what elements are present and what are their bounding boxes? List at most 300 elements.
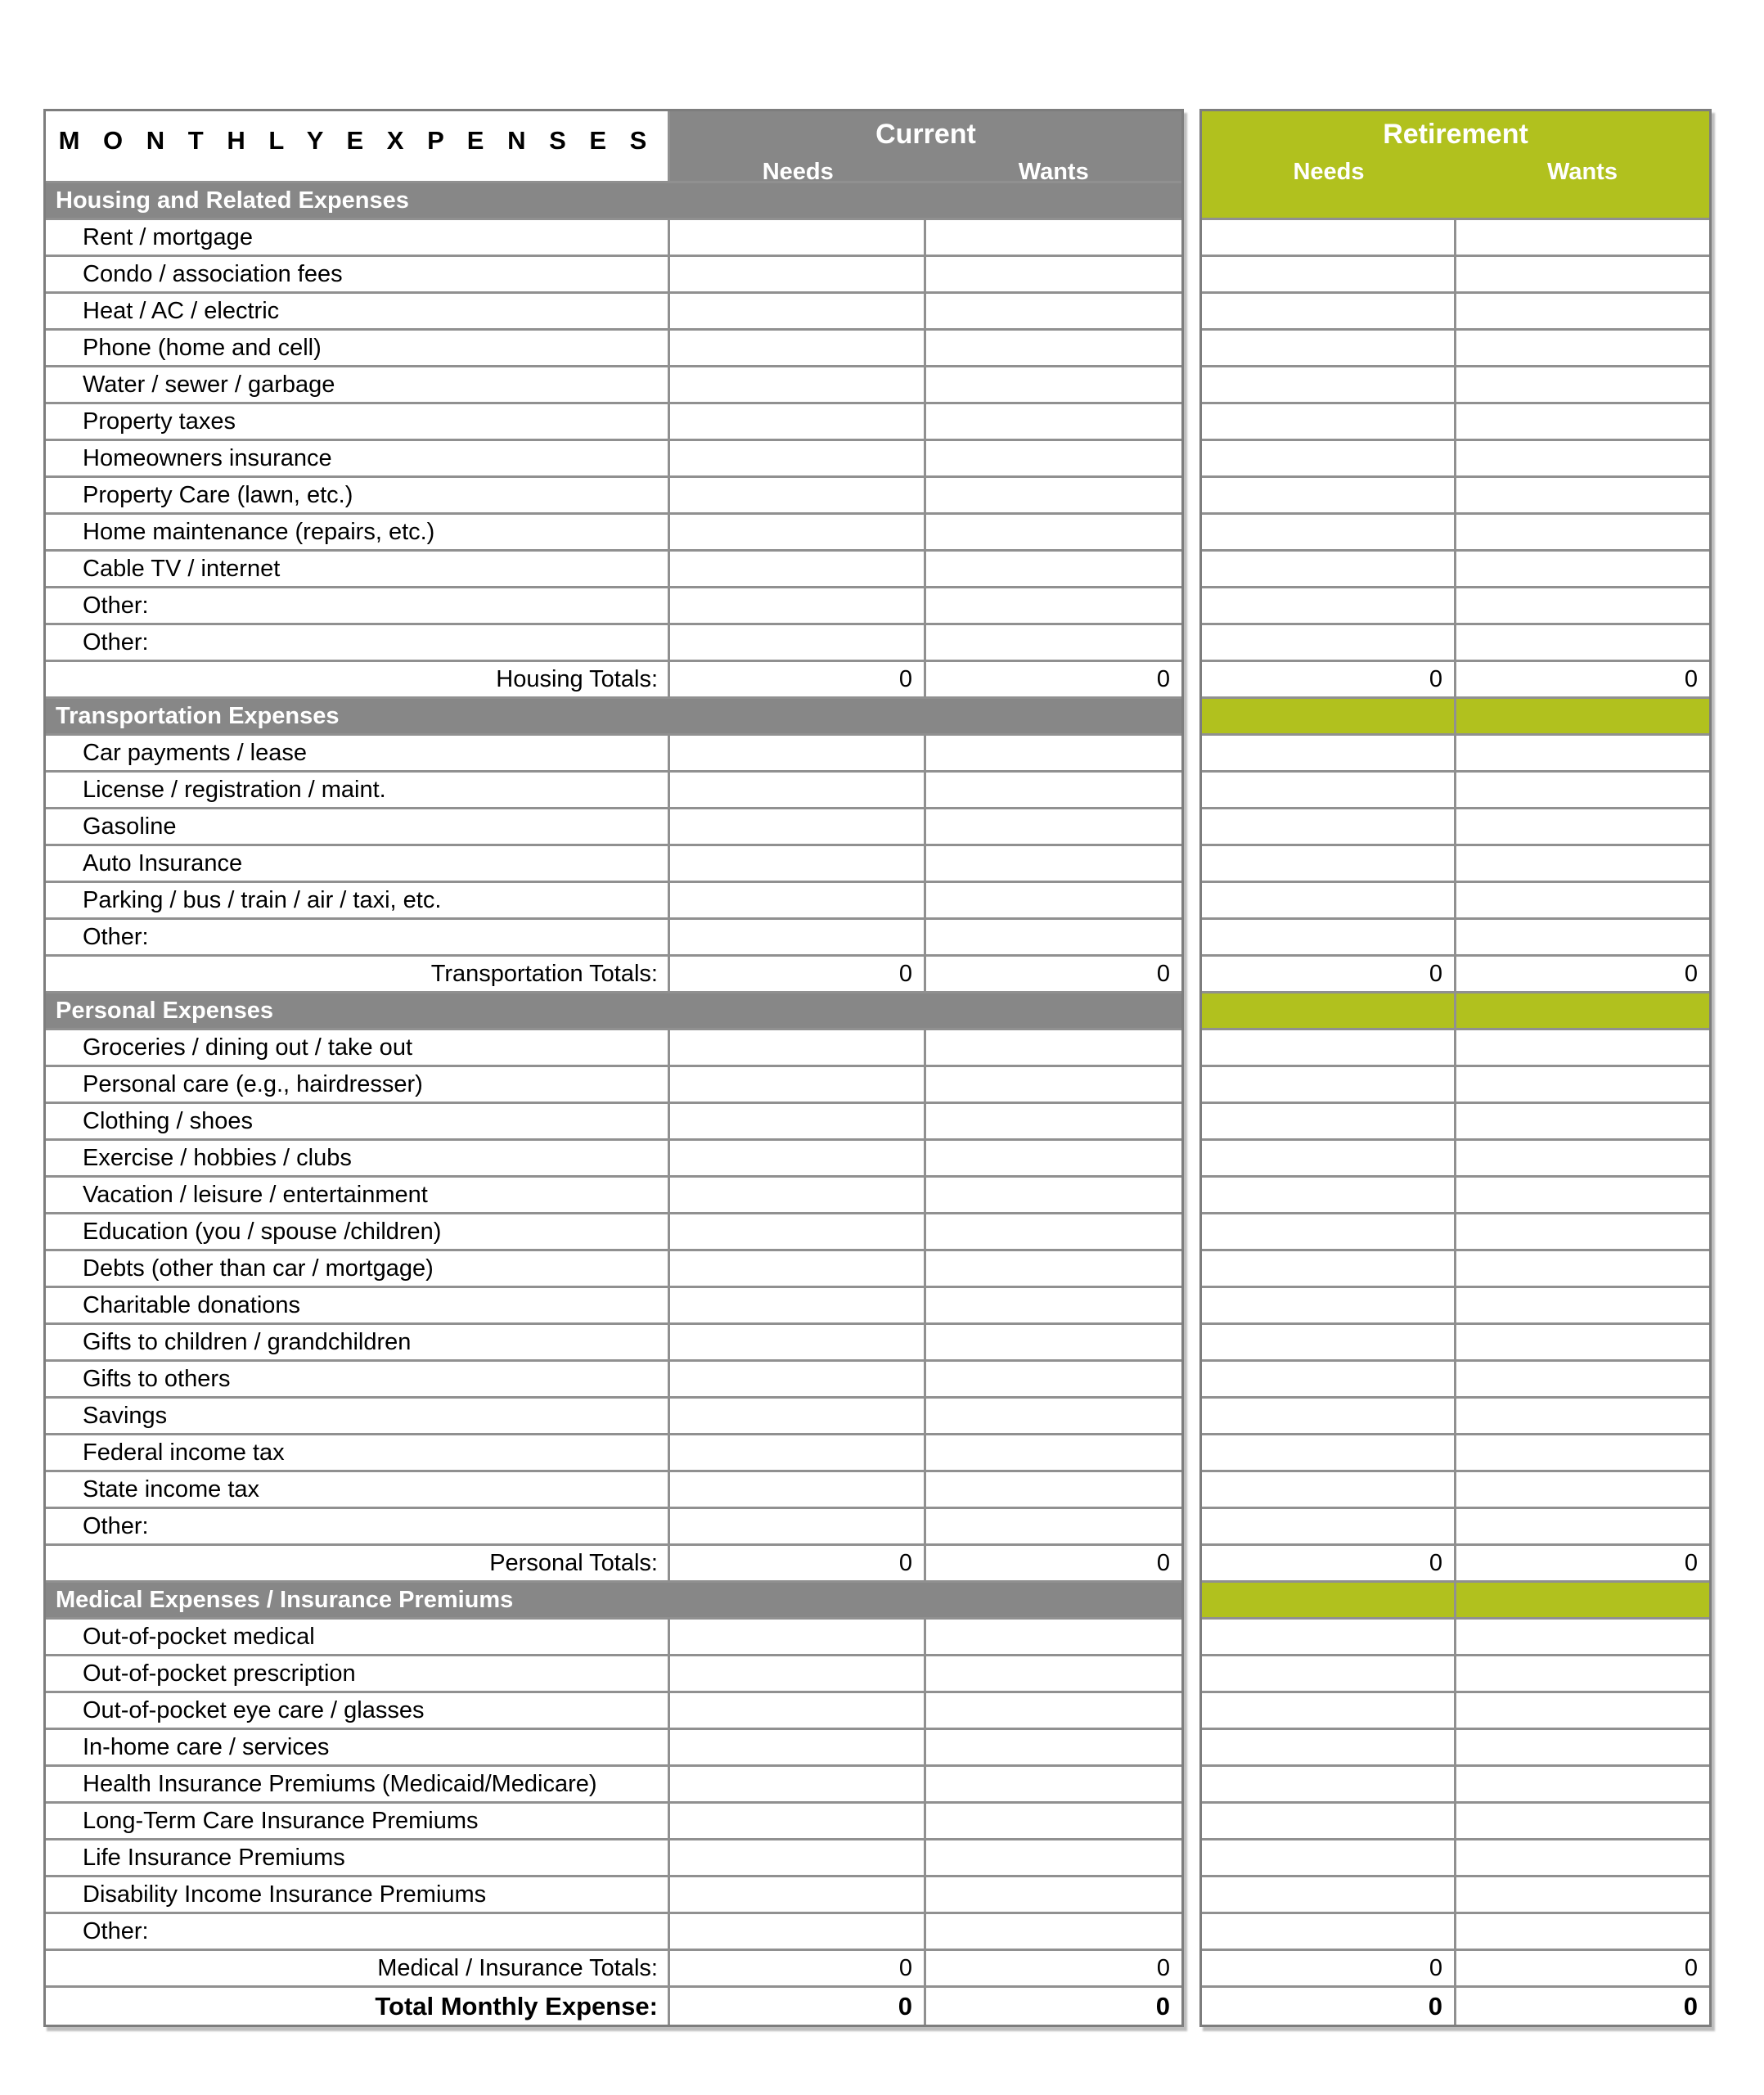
retirement-subheader-row	[1202, 159, 1709, 186]
value-cell-current-needs[interactable]	[670, 1288, 926, 1322]
value-cell-current-wants[interactable]	[926, 257, 1181, 291]
expense-label: Car payments / lease	[46, 736, 670, 770]
value-cell-retirement-needs[interactable]	[1202, 1620, 1456, 1654]
section-totals-row	[46, 1546, 1181, 1583]
value-cell-retirement-wants[interactable]	[1456, 1325, 1709, 1359]
value-cell-current-needs[interactable]	[670, 552, 926, 586]
expense-row	[46, 1472, 1181, 1509]
value-cell-retirement-needs[interactable]	[1202, 441, 1456, 475]
value-cell-retirement-wants[interactable]	[1456, 1620, 1709, 1654]
value-cell-retirement-wants[interactable]	[1456, 220, 1709, 255]
value-cell-retirement-wants[interactable]	[1456, 1030, 1709, 1065]
expense-row-retirement	[1202, 1877, 1709, 1914]
value-cell-retirement-wants[interactable]	[1456, 1656, 1709, 1691]
expense-label: Personal care (e.g., hairdresser)	[46, 1067, 670, 1102]
value-cell-current-needs[interactable]	[670, 1141, 926, 1175]
expense-row-retirement	[1202, 404, 1709, 441]
value-cell-current-wants[interactable]	[926, 1620, 1181, 1654]
value-cell-retirement-needs[interactable]	[1202, 1178, 1456, 1212]
expense-row	[46, 1730, 1181, 1767]
value-cell-current-needs[interactable]	[670, 220, 926, 255]
expense-label: Out-of-pocket medical	[46, 1620, 670, 1654]
section-totals-row-retirement	[1202, 957, 1709, 993]
expense-row-retirement	[1202, 736, 1709, 773]
value-cell-current-needs[interactable]	[670, 1840, 926, 1875]
expense-label: Gifts to children / grandchildren	[46, 1325, 670, 1359]
expense-row	[46, 220, 1181, 257]
value-cell-current-needs[interactable]	[670, 625, 926, 660]
value-cell-retirement-needs[interactable]	[1202, 809, 1456, 844]
section-total-current-needs: 0	[670, 1951, 926, 1985]
expense-row-retirement	[1202, 552, 1709, 588]
value-cell-current-wants[interactable]	[926, 1067, 1181, 1102]
grand-total-row-retirement	[1202, 1988, 1709, 2025]
value-cell-retirement-needs[interactable]	[1202, 1877, 1456, 1912]
value-cell-retirement-needs[interactable]	[1202, 625, 1456, 660]
value-cell-retirement-needs[interactable]	[1202, 404, 1456, 439]
value-cell-current-needs[interactable]	[670, 441, 926, 475]
value-cell-retirement-needs[interactable]	[1202, 257, 1456, 291]
value-cell-current-needs[interactable]	[670, 920, 926, 954]
section-header-row: Transportation Expenses	[46, 699, 1181, 736]
value-cell-current-wants[interactable]	[926, 1693, 1181, 1728]
expense-row	[46, 1030, 1181, 1067]
value-cell-current-wants[interactable]	[926, 1840, 1181, 1875]
section-total-retirement-needs: 0	[1202, 662, 1456, 696]
section-total-current-wants: 0	[926, 1951, 1181, 1985]
expense-row	[46, 1251, 1181, 1288]
expense-row-retirement	[1202, 294, 1709, 331]
expense-row-retirement	[1202, 588, 1709, 625]
value-cell-retirement-wants[interactable]	[1456, 846, 1709, 881]
retirement-section-bar-cell-needs	[1202, 699, 1456, 733]
value-cell-retirement-needs[interactable]	[1202, 1509, 1456, 1543]
current-group-label: Current	[875, 119, 976, 150]
section-total-current-wants: 0	[926, 1546, 1181, 1580]
value-cell-retirement-wants[interactable]	[1456, 883, 1709, 917]
value-cell-current-wants[interactable]	[926, 1914, 1181, 1949]
expense-row	[46, 515, 1181, 552]
value-cell-current-wants[interactable]	[926, 1399, 1181, 1433]
value-cell-current-wants[interactable]	[926, 1472, 1181, 1507]
value-cell-retirement-needs[interactable]	[1202, 773, 1456, 807]
value-cell-retirement-wants[interactable]	[1456, 625, 1709, 660]
expense-label: Other:	[46, 1509, 670, 1543]
expense-label: Disability Income Insurance Premiums	[46, 1877, 670, 1912]
value-cell-current-wants[interactable]	[926, 1178, 1181, 1212]
expense-label: Other:	[46, 588, 670, 623]
expense-label: State income tax	[46, 1472, 670, 1507]
expense-row	[46, 1840, 1181, 1877]
value-cell-retirement-needs[interactable]	[1202, 1472, 1456, 1507]
value-cell-retirement-needs[interactable]	[1202, 1362, 1456, 1396]
expense-row	[46, 478, 1181, 515]
value-cell-retirement-needs[interactable]	[1202, 331, 1456, 365]
value-cell-retirement-needs[interactable]	[1202, 1067, 1456, 1102]
section-header-row-retirement	[1202, 993, 1709, 1030]
value-cell-current-wants[interactable]	[926, 1214, 1181, 1249]
value-cell-current-wants[interactable]	[926, 294, 1181, 328]
expense-label: Charitable donations	[46, 1288, 670, 1322]
value-cell-current-needs[interactable]	[670, 1067, 926, 1102]
section-totals-row-retirement	[1202, 662, 1709, 699]
value-cell-retirement-needs[interactable]	[1202, 294, 1456, 328]
expense-row-retirement	[1202, 920, 1709, 957]
monthly-expenses-title	[46, 111, 670, 181]
value-cell-retirement-wants[interactable]	[1456, 1914, 1709, 1949]
value-cell-current-needs[interactable]	[670, 1251, 926, 1286]
retirement-wants-column-header: Wants	[1547, 159, 1618, 185]
expense-row-retirement	[1202, 1509, 1709, 1546]
expense-row	[46, 588, 1181, 625]
expense-label: Life Insurance Premiums	[46, 1840, 670, 1875]
value-cell-current-wants[interactable]	[926, 515, 1181, 549]
expense-row	[46, 1141, 1181, 1178]
value-cell-current-needs[interactable]	[670, 773, 926, 807]
value-cell-retirement-needs[interactable]	[1202, 1325, 1456, 1359]
section-totals-row	[46, 957, 1181, 993]
value-cell-retirement-needs[interactable]	[1202, 736, 1456, 770]
value-cell-current-needs[interactable]	[670, 1104, 926, 1138]
value-cell-retirement-needs[interactable]	[1202, 1656, 1456, 1691]
value-cell-retirement-needs[interactable]	[1202, 1767, 1456, 1801]
expense-row	[46, 1214, 1181, 1251]
expense-label: Vacation / leisure / entertainment	[46, 1178, 670, 1212]
current-panel	[43, 109, 1184, 2027]
value-cell-retirement-needs[interactable]	[1202, 1840, 1456, 1875]
expense-row-retirement	[1202, 1178, 1709, 1214]
expense-row-retirement	[1202, 1730, 1709, 1767]
expense-label: Health Insurance Premiums (Medicaid/Medicare)	[46, 1767, 670, 1801]
section-total-label: Personal Totals:	[46, 1546, 670, 1580]
value-cell-current-wants[interactable]	[926, 1435, 1181, 1470]
section-total-current-wants: 0	[926, 662, 1181, 696]
expense-row-retirement	[1202, 1104, 1709, 1141]
value-cell-current-needs[interactable]	[670, 367, 926, 402]
expense-row	[46, 1399, 1181, 1435]
section-total-retirement-wants: 0	[1456, 1951, 1709, 1985]
value-cell-retirement-wants[interactable]	[1456, 1509, 1709, 1543]
value-cell-current-needs[interactable]	[670, 1914, 926, 1949]
expense-row-retirement	[1202, 1620, 1709, 1656]
expense-row-retirement	[1202, 1840, 1709, 1877]
expense-row-retirement	[1202, 625, 1709, 662]
expense-row	[46, 920, 1181, 957]
expense-label: Property taxes	[46, 404, 670, 439]
expense-label: Heat / AC / electric	[46, 294, 670, 328]
value-cell-retirement-wants[interactable]	[1456, 1435, 1709, 1470]
expense-label: Homeowners insurance	[46, 441, 670, 475]
value-cell-current-needs[interactable]	[670, 1214, 926, 1249]
value-cell-retirement-wants[interactable]	[1456, 1178, 1709, 1212]
value-cell-retirement-wants[interactable]	[1456, 1067, 1709, 1102]
retirement-section-bar-cell-wants	[1456, 1583, 1709, 1617]
value-cell-retirement-wants[interactable]	[1456, 1104, 1709, 1138]
retirement-header-row	[1202, 111, 1709, 220]
expense-label: Clothing / shoes	[46, 1104, 670, 1138]
value-cell-current-needs[interactable]	[670, 1620, 926, 1654]
expense-row	[46, 331, 1181, 367]
value-cell-retirement-wants[interactable]	[1456, 515, 1709, 549]
value-cell-current-wants[interactable]	[926, 809, 1181, 844]
value-cell-current-wants[interactable]	[926, 1656, 1181, 1691]
value-cell-retirement-needs[interactable]	[1202, 1288, 1456, 1322]
value-cell-retirement-needs[interactable]	[1202, 846, 1456, 881]
expense-label: Exercise / hobbies / clubs	[46, 1141, 670, 1175]
value-cell-retirement-needs[interactable]	[1202, 1214, 1456, 1249]
expense-label: Rent / mortgage	[46, 220, 670, 255]
expense-row-retirement	[1202, 515, 1709, 552]
value-cell-current-wants[interactable]	[926, 920, 1181, 954]
expense-row	[46, 1178, 1181, 1214]
expense-label: In-home care / services	[46, 1730, 670, 1764]
value-cell-retirement-wants[interactable]	[1456, 1767, 1709, 1801]
value-cell-current-needs[interactable]	[670, 736, 926, 770]
expense-label: Cable TV / internet	[46, 552, 670, 586]
value-cell-current-needs[interactable]	[670, 1877, 926, 1912]
value-cell-retirement-wants[interactable]	[1456, 588, 1709, 623]
expense-label: Out-of-pocket prescription	[46, 1656, 670, 1691]
value-cell-current-needs[interactable]	[670, 1656, 926, 1691]
expense-label: Savings	[46, 1399, 670, 1433]
value-cell-current-wants[interactable]	[926, 1877, 1181, 1912]
expense-row	[46, 883, 1181, 920]
value-cell-current-needs[interactable]	[670, 1435, 926, 1470]
expense-row-retirement	[1202, 1804, 1709, 1840]
value-cell-current-wants[interactable]	[926, 773, 1181, 807]
grand-total-label: Total Monthly Expense:	[46, 1988, 670, 2025]
value-cell-retirement-wants[interactable]	[1456, 552, 1709, 586]
value-cell-retirement-wants[interactable]	[1456, 1141, 1709, 1175]
value-cell-current-needs[interactable]	[670, 1178, 926, 1212]
expense-row	[46, 441, 1181, 478]
value-cell-retirement-wants[interactable]	[1456, 1730, 1709, 1764]
value-cell-retirement-wants[interactable]	[1456, 1214, 1709, 1249]
expense-row	[46, 294, 1181, 331]
value-cell-retirement-wants[interactable]	[1456, 1693, 1709, 1728]
expense-label: Education (you / spouse /children)	[46, 1214, 670, 1249]
value-cell-retirement-needs[interactable]	[1202, 1730, 1456, 1764]
value-cell-retirement-wants[interactable]	[1456, 809, 1709, 844]
value-cell-retirement-needs[interactable]	[1202, 920, 1456, 954]
value-cell-current-wants[interactable]	[926, 588, 1181, 623]
section-total-retirement-wants: 0	[1456, 1546, 1709, 1580]
value-cell-retirement-needs[interactable]	[1202, 1251, 1456, 1286]
value-cell-retirement-needs[interactable]	[1202, 1804, 1456, 1838]
value-cell-current-wants[interactable]	[926, 367, 1181, 402]
retirement-section-bar-cell-wants	[1456, 993, 1709, 1028]
value-cell-retirement-wants[interactable]	[1456, 257, 1709, 291]
expense-row-retirement	[1202, 220, 1709, 257]
value-cell-current-wants[interactable]	[926, 846, 1181, 881]
value-cell-retirement-wants[interactable]	[1456, 1804, 1709, 1838]
expense-label: Federal income tax	[46, 1435, 670, 1470]
expense-row-retirement	[1202, 1325, 1709, 1362]
expense-row	[46, 1656, 1181, 1693]
expense-row	[46, 552, 1181, 588]
value-cell-current-needs[interactable]	[670, 1804, 926, 1838]
expense-label: License / registration / maint.	[46, 773, 670, 807]
value-cell-current-wants[interactable]	[926, 1141, 1181, 1175]
value-cell-retirement-wants[interactable]	[1456, 441, 1709, 475]
value-cell-retirement-needs[interactable]	[1202, 1693, 1456, 1728]
value-cell-retirement-wants[interactable]	[1456, 1399, 1709, 1433]
value-cell-retirement-wants[interactable]	[1456, 1362, 1709, 1396]
value-cell-current-needs[interactable]	[670, 1362, 926, 1396]
expense-row	[46, 1104, 1181, 1141]
section-total-current-wants: 0	[926, 957, 1181, 991]
expense-label: Condo / association fees	[46, 257, 670, 291]
value-cell-retirement-wants[interactable]	[1456, 478, 1709, 512]
expense-row-retirement	[1202, 478, 1709, 515]
value-cell-current-wants[interactable]	[926, 552, 1181, 586]
expense-row-retirement	[1202, 367, 1709, 404]
value-cell-current-needs[interactable]	[670, 1030, 926, 1065]
value-cell-retirement-wants[interactable]	[1456, 773, 1709, 807]
value-cell-current-wants[interactable]	[926, 625, 1181, 660]
value-cell-current-wants[interactable]	[926, 1288, 1181, 1322]
expense-row-retirement	[1202, 1362, 1709, 1399]
value-cell-current-needs[interactable]	[670, 478, 926, 512]
expense-row	[46, 809, 1181, 846]
expense-label: Home maintenance (repairs, etc.)	[46, 515, 670, 549]
value-cell-retirement-wants[interactable]	[1456, 1251, 1709, 1286]
value-cell-retirement-wants[interactable]	[1456, 1472, 1709, 1507]
expense-label: Auto Insurance	[46, 846, 670, 881]
value-cell-retirement-needs[interactable]	[1202, 588, 1456, 623]
value-cell-current-needs[interactable]	[670, 809, 926, 844]
value-cell-current-needs[interactable]	[670, 1730, 926, 1764]
section-totals-row	[46, 662, 1181, 699]
value-cell-retirement-wants[interactable]	[1456, 1877, 1709, 1912]
value-cell-retirement-needs[interactable]	[1202, 1914, 1456, 1949]
value-cell-retirement-wants[interactable]	[1456, 920, 1709, 954]
value-cell-current-wants[interactable]	[926, 1325, 1181, 1359]
value-cell-current-needs[interactable]	[670, 515, 926, 549]
section-total-retirement-wants: 0	[1456, 662, 1709, 696]
page-title: M O N T H L Y E X P E N S E S	[58, 126, 655, 155]
value-cell-current-needs[interactable]	[670, 883, 926, 917]
value-cell-retirement-needs[interactable]	[1202, 1030, 1456, 1065]
expense-label: Gifts to others	[46, 1362, 670, 1396]
value-cell-current-wants[interactable]	[926, 1509, 1181, 1543]
expense-row	[46, 736, 1181, 773]
expense-row-retirement	[1202, 1141, 1709, 1178]
expense-label: Long-Term Care Insurance Premiums	[46, 1804, 670, 1838]
value-cell-current-needs[interactable]	[670, 1509, 926, 1543]
expense-row-retirement	[1202, 846, 1709, 883]
retirement-group-label: Retirement	[1383, 119, 1528, 150]
expense-row-retirement	[1202, 1435, 1709, 1472]
value-cell-retirement-needs[interactable]	[1202, 1399, 1456, 1433]
expense-row-retirement	[1202, 1767, 1709, 1804]
expense-label: Water / sewer / garbage	[46, 367, 670, 402]
expense-row-retirement	[1202, 883, 1709, 920]
value-cell-retirement-wants[interactable]	[1456, 367, 1709, 402]
value-cell-current-needs[interactable]	[670, 294, 926, 328]
expense-label: Other:	[46, 920, 670, 954]
value-cell-current-wants[interactable]	[926, 1804, 1181, 1838]
expense-row-retirement	[1202, 1399, 1709, 1435]
expense-row	[46, 773, 1181, 809]
value-cell-retirement-wants[interactable]	[1456, 1840, 1709, 1875]
retirement-section-bar-cell-wants	[1456, 699, 1709, 733]
expense-row-retirement	[1202, 1251, 1709, 1288]
value-cell-current-needs[interactable]	[670, 331, 926, 365]
value-cell-current-wants[interactable]	[926, 883, 1181, 917]
section-total-retirement-needs: 0	[1202, 1951, 1456, 1985]
value-cell-retirement-needs[interactable]	[1202, 220, 1456, 255]
value-cell-current-needs[interactable]	[670, 1399, 926, 1433]
value-cell-current-needs[interactable]	[670, 257, 926, 291]
value-cell-current-needs[interactable]	[670, 1472, 926, 1507]
expense-row-retirement	[1202, 1067, 1709, 1104]
section-total-retirement-needs: 0	[1202, 1546, 1456, 1580]
section-total-label: Transportation Totals:	[46, 957, 670, 991]
section-total-current-needs: 0	[670, 957, 926, 991]
value-cell-current-wants[interactable]	[926, 441, 1181, 475]
value-cell-current-wants[interactable]	[926, 331, 1181, 365]
expense-row-retirement	[1202, 1472, 1709, 1509]
value-cell-retirement-needs[interactable]	[1202, 883, 1456, 917]
section-totals-row	[46, 1951, 1181, 1988]
value-cell-current-wants[interactable]	[926, 1030, 1181, 1065]
value-cell-current-needs[interactable]	[670, 588, 926, 623]
value-cell-retirement-wants[interactable]	[1456, 404, 1709, 439]
value-cell-current-needs[interactable]	[670, 1693, 926, 1728]
section-total-label: Housing Totals:	[46, 662, 670, 696]
value-cell-current-wants[interactable]	[926, 220, 1181, 255]
expense-row	[46, 1877, 1181, 1914]
expense-label: Gasoline	[46, 809, 670, 844]
value-cell-current-wants[interactable]	[926, 1767, 1181, 1801]
value-cell-current-wants[interactable]	[926, 404, 1181, 439]
expense-row-retirement	[1202, 1914, 1709, 1951]
expense-row	[46, 1362, 1181, 1399]
value-cell-retirement-needs[interactable]	[1202, 1435, 1456, 1470]
value-cell-current-wants[interactable]	[926, 1730, 1181, 1764]
retirement-section-bar-cell-needs	[1202, 993, 1456, 1028]
value-cell-retirement-needs[interactable]	[1202, 478, 1456, 512]
value-cell-current-needs[interactable]	[670, 1325, 926, 1359]
value-cell-current-wants[interactable]	[926, 1362, 1181, 1396]
value-cell-current-wants[interactable]	[926, 736, 1181, 770]
value-cell-retirement-needs[interactable]	[1202, 515, 1456, 549]
value-cell-retirement-needs[interactable]	[1202, 552, 1456, 586]
expense-row	[46, 1914, 1181, 1951]
value-cell-current-wants[interactable]	[926, 1251, 1181, 1286]
value-cell-retirement-wants[interactable]	[1456, 736, 1709, 770]
value-cell-current-needs[interactable]	[670, 1767, 926, 1801]
value-cell-current-wants[interactable]	[926, 478, 1181, 512]
current-group-header	[670, 111, 1181, 181]
expense-row	[46, 1435, 1181, 1472]
value-cell-retirement-wants[interactable]	[1456, 1288, 1709, 1322]
value-cell-current-needs[interactable]	[670, 404, 926, 439]
value-cell-retirement-wants[interactable]	[1456, 331, 1709, 365]
value-cell-retirement-needs[interactable]	[1202, 1141, 1456, 1175]
value-cell-retirement-needs[interactable]	[1202, 367, 1456, 402]
expense-row	[46, 1620, 1181, 1656]
retirement-group-header	[1202, 111, 1709, 218]
value-cell-current-wants[interactable]	[926, 1104, 1181, 1138]
expense-label: Other:	[46, 1914, 670, 1949]
section-header-row-retirement	[1202, 1583, 1709, 1620]
value-cell-retirement-wants[interactable]	[1456, 294, 1709, 328]
value-cell-retirement-needs[interactable]	[1202, 1104, 1456, 1138]
value-cell-current-needs[interactable]	[670, 846, 926, 881]
retirement-panel	[1199, 109, 1712, 2027]
